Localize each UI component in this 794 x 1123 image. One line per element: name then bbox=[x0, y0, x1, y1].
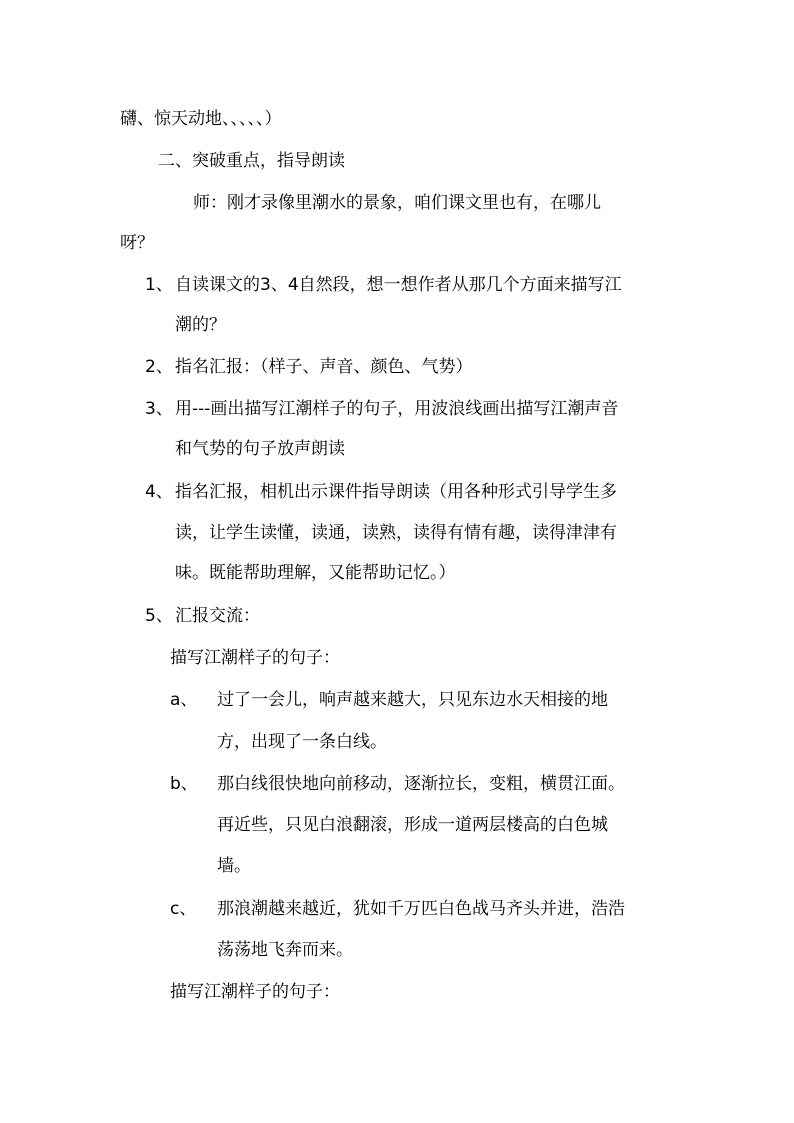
step-number-4: 4、 bbox=[145, 482, 173, 502]
example-b-line-3: 墙。 bbox=[217, 856, 251, 876]
step-1-line-2: 潮的？ bbox=[175, 315, 226, 335]
step-3-line-2: 和气势的句子放声朗读 bbox=[175, 439, 345, 459]
step-2-line-1: 指名汇报：（样子、声音、颜色、气势） bbox=[175, 357, 473, 377]
example-a-line-2: 方，出现了一条白线。 bbox=[217, 732, 387, 752]
example-label-a: a、 bbox=[170, 690, 198, 710]
teacher-intro-line-1: 师：刚才录像里潮水的景象，咱们课文里也有，在哪儿 bbox=[193, 193, 601, 213]
step-3-line-1: 用---画出描写江潮样子的句子，用波浪线画出描写江潮声音 bbox=[175, 399, 619, 419]
step-number-5: 5、 bbox=[145, 606, 173, 626]
step-number-2: 2、 bbox=[145, 357, 173, 377]
step-number-1: 1、 bbox=[145, 275, 173, 295]
subheading-2: 描写江潮样子的句子： bbox=[170, 982, 340, 1002]
step-4-line-3: 味。既能帮助理解，又能帮助记忆。） bbox=[175, 563, 456, 583]
step-5-line-1: 汇报交流： bbox=[175, 606, 260, 626]
top-line: 礴、惊天动地、、、、、） bbox=[120, 109, 282, 129]
example-c-line-2: 荡荡地飞奔而来。 bbox=[217, 940, 353, 960]
example-b-line-1: 那白线很快地向前移动，逐渐拉长，变粗，横贯江面。 bbox=[217, 774, 625, 794]
step-4-line-1: 指名汇报，相机出示课件指导朗读（用各种形式引导学生多 bbox=[175, 482, 617, 502]
example-c-line-1: 那浪潮越来越近，犹如千万匹白色战马齐头并进，浩浩 bbox=[217, 899, 625, 919]
example-b-line-2: 再近些，只见白浪翻滚，形成一道两层楼高的白色城 bbox=[217, 815, 608, 835]
step-4-line-2: 读，让学生读懂，读通，读熟，读得有情有趣，读得津津有 bbox=[175, 523, 617, 543]
section-heading: 二、突破重点，指导朗读 bbox=[158, 151, 345, 171]
subheading-1: 描写江潮样子的句子： bbox=[170, 648, 340, 668]
step-1-line-1: 自读课文的3、4自然段，想一想作者从那几个方面来描写江 bbox=[175, 275, 622, 295]
teacher-intro-line-2: 呀？ bbox=[120, 233, 154, 253]
example-a-line-1: 过了一会儿，响声越来越大，只见东边水天相接的地 bbox=[217, 690, 608, 710]
step-number-3: 3、 bbox=[145, 399, 173, 419]
example-label-c: c、 bbox=[170, 899, 197, 919]
example-label-b: b、 bbox=[170, 774, 198, 794]
